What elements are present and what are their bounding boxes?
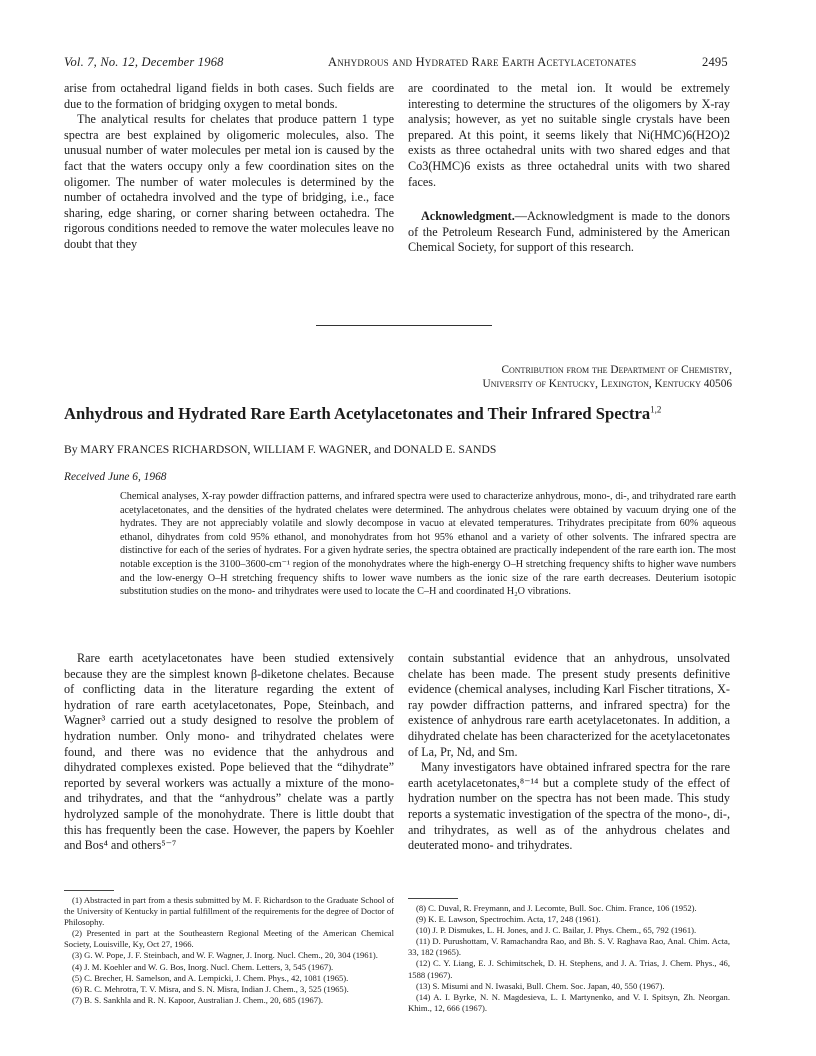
footnotes-left <box>64 895 394 1006</box>
footnote-rule <box>408 898 458 899</box>
footnote: (12) C. Y. Liang, E. J. Schimitschek, D. H. Stephens, and J. A. Trias, J. Chem. Phys., 46, 1588 (1967). <box>408 958 730 980</box>
footnotes-right <box>408 903 730 1014</box>
footnote: (2) Presented in part at the Southeastern Regional Meeting of the American Chemical Society, Louisville, Ky, Oct 27, 1966. <box>64 928 394 950</box>
page-number: 2495 <box>702 55 728 69</box>
footnote: (13) S. Misumi and N. Iwasaki, Bull. Chem. Soc. Japan, 40, 550 (1967). <box>416 980 665 991</box>
footnote: (5) C. Brecher, H. Samelson, and A. Lempicki, J. Chem. Phys., 42, 1081 (1965). <box>72 972 349 983</box>
body-left-column <box>64 651 394 854</box>
body-right-column <box>408 651 730 854</box>
contribution-line-2: University of Kentucky, Lexington, Kentucky 40506 <box>482 378 732 390</box>
paragraph: are coordinated to the metal ion. It would be extremely interesting to determine the structures of the oligomers by X-ray analysis; however, as yet no suitable single crystals have been prepared. At this point, it seems likely that Ni(HMC)6(H2O)2 exists as three octahedral units with two shared edges and that Co3(HMC)6 exists as three octahedral units with two shared faces. <box>408 81 730 189</box>
contribution-line-1: Contribution from the Department of Chemistry, <box>501 364 732 376</box>
journal-issue-header: Vol. 7, No. 12, December 1968 <box>64 55 224 69</box>
paragraph: arise from octahedral ligand fields in both cases. Such fields are due to the formation of bridging oxygen to metal bonds. <box>64 81 394 111</box>
footnote: (11) D. Purushottam, V. Ramachandra Rao, and Bh. S. V. Raghava Rao, Anal. Chim. Acta, 33, 182 (1965). <box>408 936 730 958</box>
continued-text-left-column <box>64 81 394 253</box>
footnote-rule <box>64 890 114 891</box>
acknowledgment-text: —Acknowledgment is made to the donors of the Petroleum Research Fund, administered by the American Chemical Society, for support of this research. <box>408 209 730 255</box>
paragraph: Many investigators have obtained infrared spectra for the rare earth acetylacetonates,⁸⁻¹⁴ but a complete study of the effect of hydration number on the spectra has not been made. This study reports a systematic investigation of the spectra of the mono-, di-, and trihydrates, as well as of the anhydrous chelates and deuterated mono- and trihydrates. <box>408 760 730 853</box>
footnote: (14) A. I. Byrke, N. N. Magdesieva, L. I. Martynenko, and V. I. Spitsyn, Zh. Neorgan. Khim., 12, 666 (1967). <box>408 991 730 1013</box>
footnote: (6) R. C. Mehrotra, T. V. Misra, and S. N. Misra, Indian J. Chem., 3, 525 (1965). <box>72 983 349 994</box>
article-title <box>64 404 744 424</box>
footnote: (9) K. E. Lawson, Spectrochim. Acta, 17, 248 (1961). <box>416 914 601 925</box>
running-title: Anhydrous and Hydrated Rare Earth Acetylacetonates <box>328 55 637 69</box>
acknowledgment <box>408 209 730 256</box>
footnote: (3) G. W. Pope, J. F. Steinbach, and W. F. Wagner, J. Inorg. Nucl. Chem., 20, 304 (1961). <box>72 950 378 961</box>
footnote: (1) Abstracted in part from a thesis submitted by M. F. Richardson to the Graduate School of the University of Kentucky in partial fulfillment of the requirements for the degree of Doctor of Philosophy. <box>64 895 394 928</box>
title-footnote-refs: 1,2 <box>650 404 662 415</box>
abstract: Chemical analyses, X-ray powder diffraction patterns, and infrared spectra were used to characterize anhydrous, mono-, di-, and trihydrated rare earth acetylacetonates, and the densities of the hydrated chelates were determined. The anhydrous chelates were obtained by vacuum drying one of the hydrates. They are not appreciably volatile and slowly decompose in vacuo at elevated temperatures. Trihydrates precipitate from 60% aqueous ethanol, dihydrates from cold 95% ethanol, and monohydrates from hot 95% ethanol and a variety of other solvents. The infrared spectra are distinctive for each of the series of hydrates. For a given hydrate series, the spectra obtained are practically independent of the rare earth ion. The most notable exception is the 3100–3600-cm⁻¹ region of the monohydrates where the high-energy O–H stretching frequency shifts to higher wave numbers and the low-energy O–H stretching frequency shifts to lower wave numbers as the ionic size of the rare earth decreases. Deuterium isotopic substitution studies on the mono- and trihydrates were used to locate the C–H and coordinated H₂O vibrations. <box>120 491 736 598</box>
footnote: (7) B. S. Sankhla and R. N. Kapoor, Australian J. Chem., 20, 685 (1967). <box>72 994 323 1005</box>
paragraph: Rare earth acetylacetonates have been studied extensively because they are the simplest known β-diketone chelates. Because of conflicting data in the literature regarding the extent of hydration of rare earth acetylacetonates, Pope, Steinbach, and Wagner³ carried out a study designed to resolve the problem of hydration number. Only mono- and trihydrated chelates were found, and there was no evidence that the anhydrous and dihydrated complexes existed. Pope believed that the “dihydrate” reported by several workers was actually a mixture of the mono- and trihydrates, and that the “anhydrous” chelate was a partly hydrolyzed sample of the monohydrate. There is little doubt that this has frequently been the case. However, the papers by Koehler and Bos⁴ and others⁵⁻⁷ <box>64 651 394 853</box>
footnote: (10) J. P. Dismukes, L. H. Jones, and J. C. Bailar, J. Phys. Chem., 65, 792 (1961). <box>416 925 697 936</box>
acknowledgment-label: Acknowledgment. <box>421 209 515 224</box>
paragraph: The analytical results for chelates that produce pattern 1 type spectra are best explained by oligomeric molecules, also. The unusual number of water molecules per metal ion is caused by the fact that the waters occupy only a few coordination sites on the oligomer. The number of water molecules is determined by the number of octahedra involved and the type of bridging, i.e., face sharing, edge sharing, or corner sharing between octahedra. The rigorous conditions needed to remove the water molecules leave no doubt that they <box>64 112 394 251</box>
author-line: By MARY FRANCES RICHARDSON, WILLIAM F. WAGNER, and DONALD E. SANDS <box>64 443 497 456</box>
received-date: Received June 6, 1968 <box>64 471 167 483</box>
continued-text-right-column <box>408 81 730 256</box>
article-title-text: Anhydrous and Hydrated Rare Earth Acetylacetonates and Their Infrared Spectra <box>64 404 651 423</box>
footnote: (8) C. Duval, R. Freymann, and J. Lecomte, Bull. Soc. Chim. France, 106 (1952). <box>416 903 697 913</box>
paragraph: contain substantial evidence that an anhydrous, unsolvated chelate has been made. The present study presents definitive evidence (chemical analyses, including Karl Fischer titrations, X-ray powder diffraction patterns, and infrared spectra) for the existence of anhydrous rare earth acetylacetonates. In addition, a dihydrated chelate has been characterized for the acetylacetonates of La, Pr, Nd, and Sm. <box>408 651 730 759</box>
footnote: (4) J. M. Koehler and W. G. Bos, Inorg. Nucl. Chem. Letters, 3, 545 (1967). <box>72 961 334 972</box>
section-divider <box>316 325 492 326</box>
